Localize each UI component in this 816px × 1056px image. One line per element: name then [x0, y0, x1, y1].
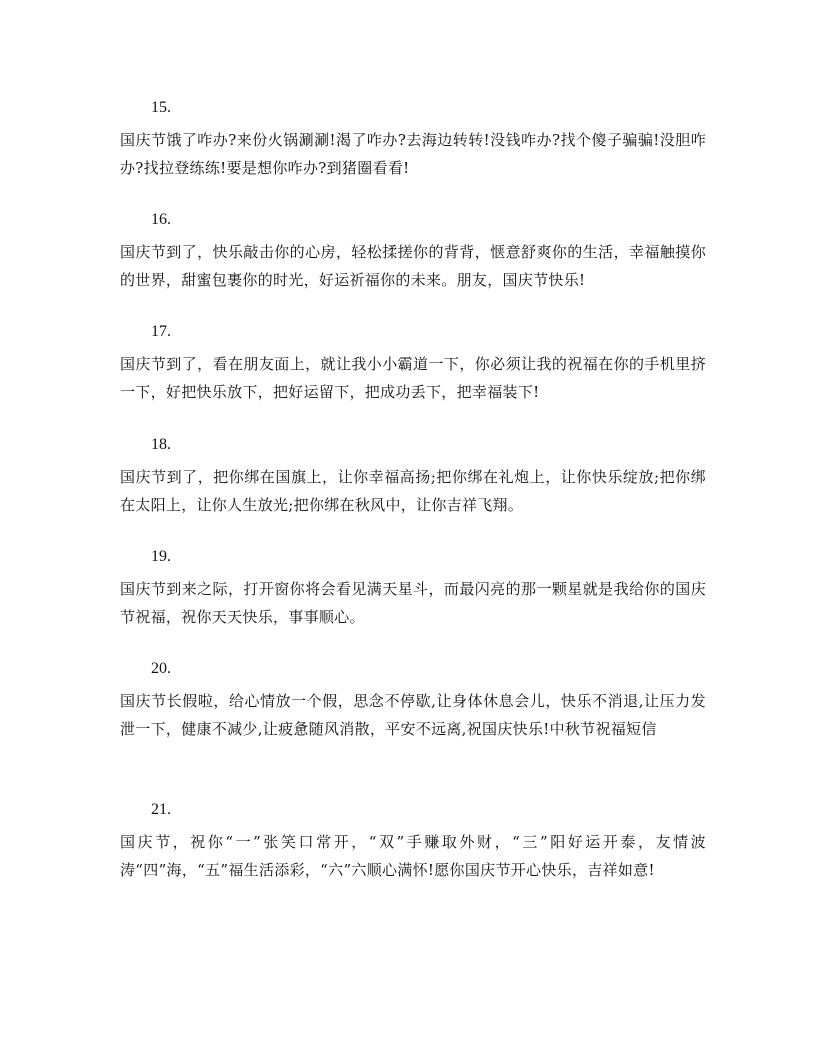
item-text: 国庆节到了，快乐敲击你的心房，轻松揉搓你的背背，惬意舒爽你的生活，幸福触摸你的世界，甜蜜包裹你的时光，好运祈福你的未来。朋友，国庆节快乐! — [120, 243, 706, 289]
list-item — [120, 210, 706, 294]
list-item — [120, 435, 706, 519]
item-text: 国庆节到了，看在朋友面上，就让我小小霸道一下，你必须让我的祝福在你的手机里挤一下，好把快乐放下，把好运留下，把成功丢下，把幸福装下! — [120, 355, 706, 401]
item-number: 18. — [151, 436, 171, 453]
item-text: 国庆节到来之际，打开窗你将会看见满天星斗，而最闪亮的那一颗星就是我给你的国庆节祝福，祝你天天快乐，事事顺心。 — [120, 580, 706, 626]
item-number: 21. — [151, 801, 171, 818]
item-number: 16. — [151, 211, 171, 228]
item-number: 19. — [151, 548, 171, 565]
list-item — [120, 98, 706, 182]
list-item — [120, 659, 706, 743]
item-text: 国庆节，祝你“一”张笑口常开，“双”手赚取外财，“三”阳好运开泰，友情波涛“四”海，“五”福生活添彩，“六”六顺心满怀!愿你国庆节开心快乐，吉祥如意! — [120, 833, 706, 879]
item-text: 国庆节到了，把你绑在国旗上，让你幸福高扬;把你绑在礼炮上，让你快乐绽放;把你绑在太阳上，让你人生放光;把你绑在秋风中，让你吉祥飞翔。 — [120, 468, 706, 514]
list-item — [120, 800, 706, 884]
item-number: 17. — [151, 323, 171, 340]
item-number: 15. — [151, 99, 171, 116]
list-item — [120, 322, 706, 406]
item-number: 20. — [151, 660, 171, 677]
item-text: 国庆节长假啦，给心情放一个假，思念不停歇,让身体休息会儿，快乐不消退,让压力发泄一下，健康不减少,让疲惫随风消散，平安不远离,祝国庆快乐!中秋节祝福短信 — [120, 692, 706, 738]
list-item — [120, 547, 706, 631]
item-text: 国庆节饿了咋办?来份火锅涮涮!渴了咋办?去海边转转!没钱咋办?找个傻子骗骗!没胆咋办?找拉登练练!要是想你咋办?到猪圈看看! — [120, 131, 706, 177]
